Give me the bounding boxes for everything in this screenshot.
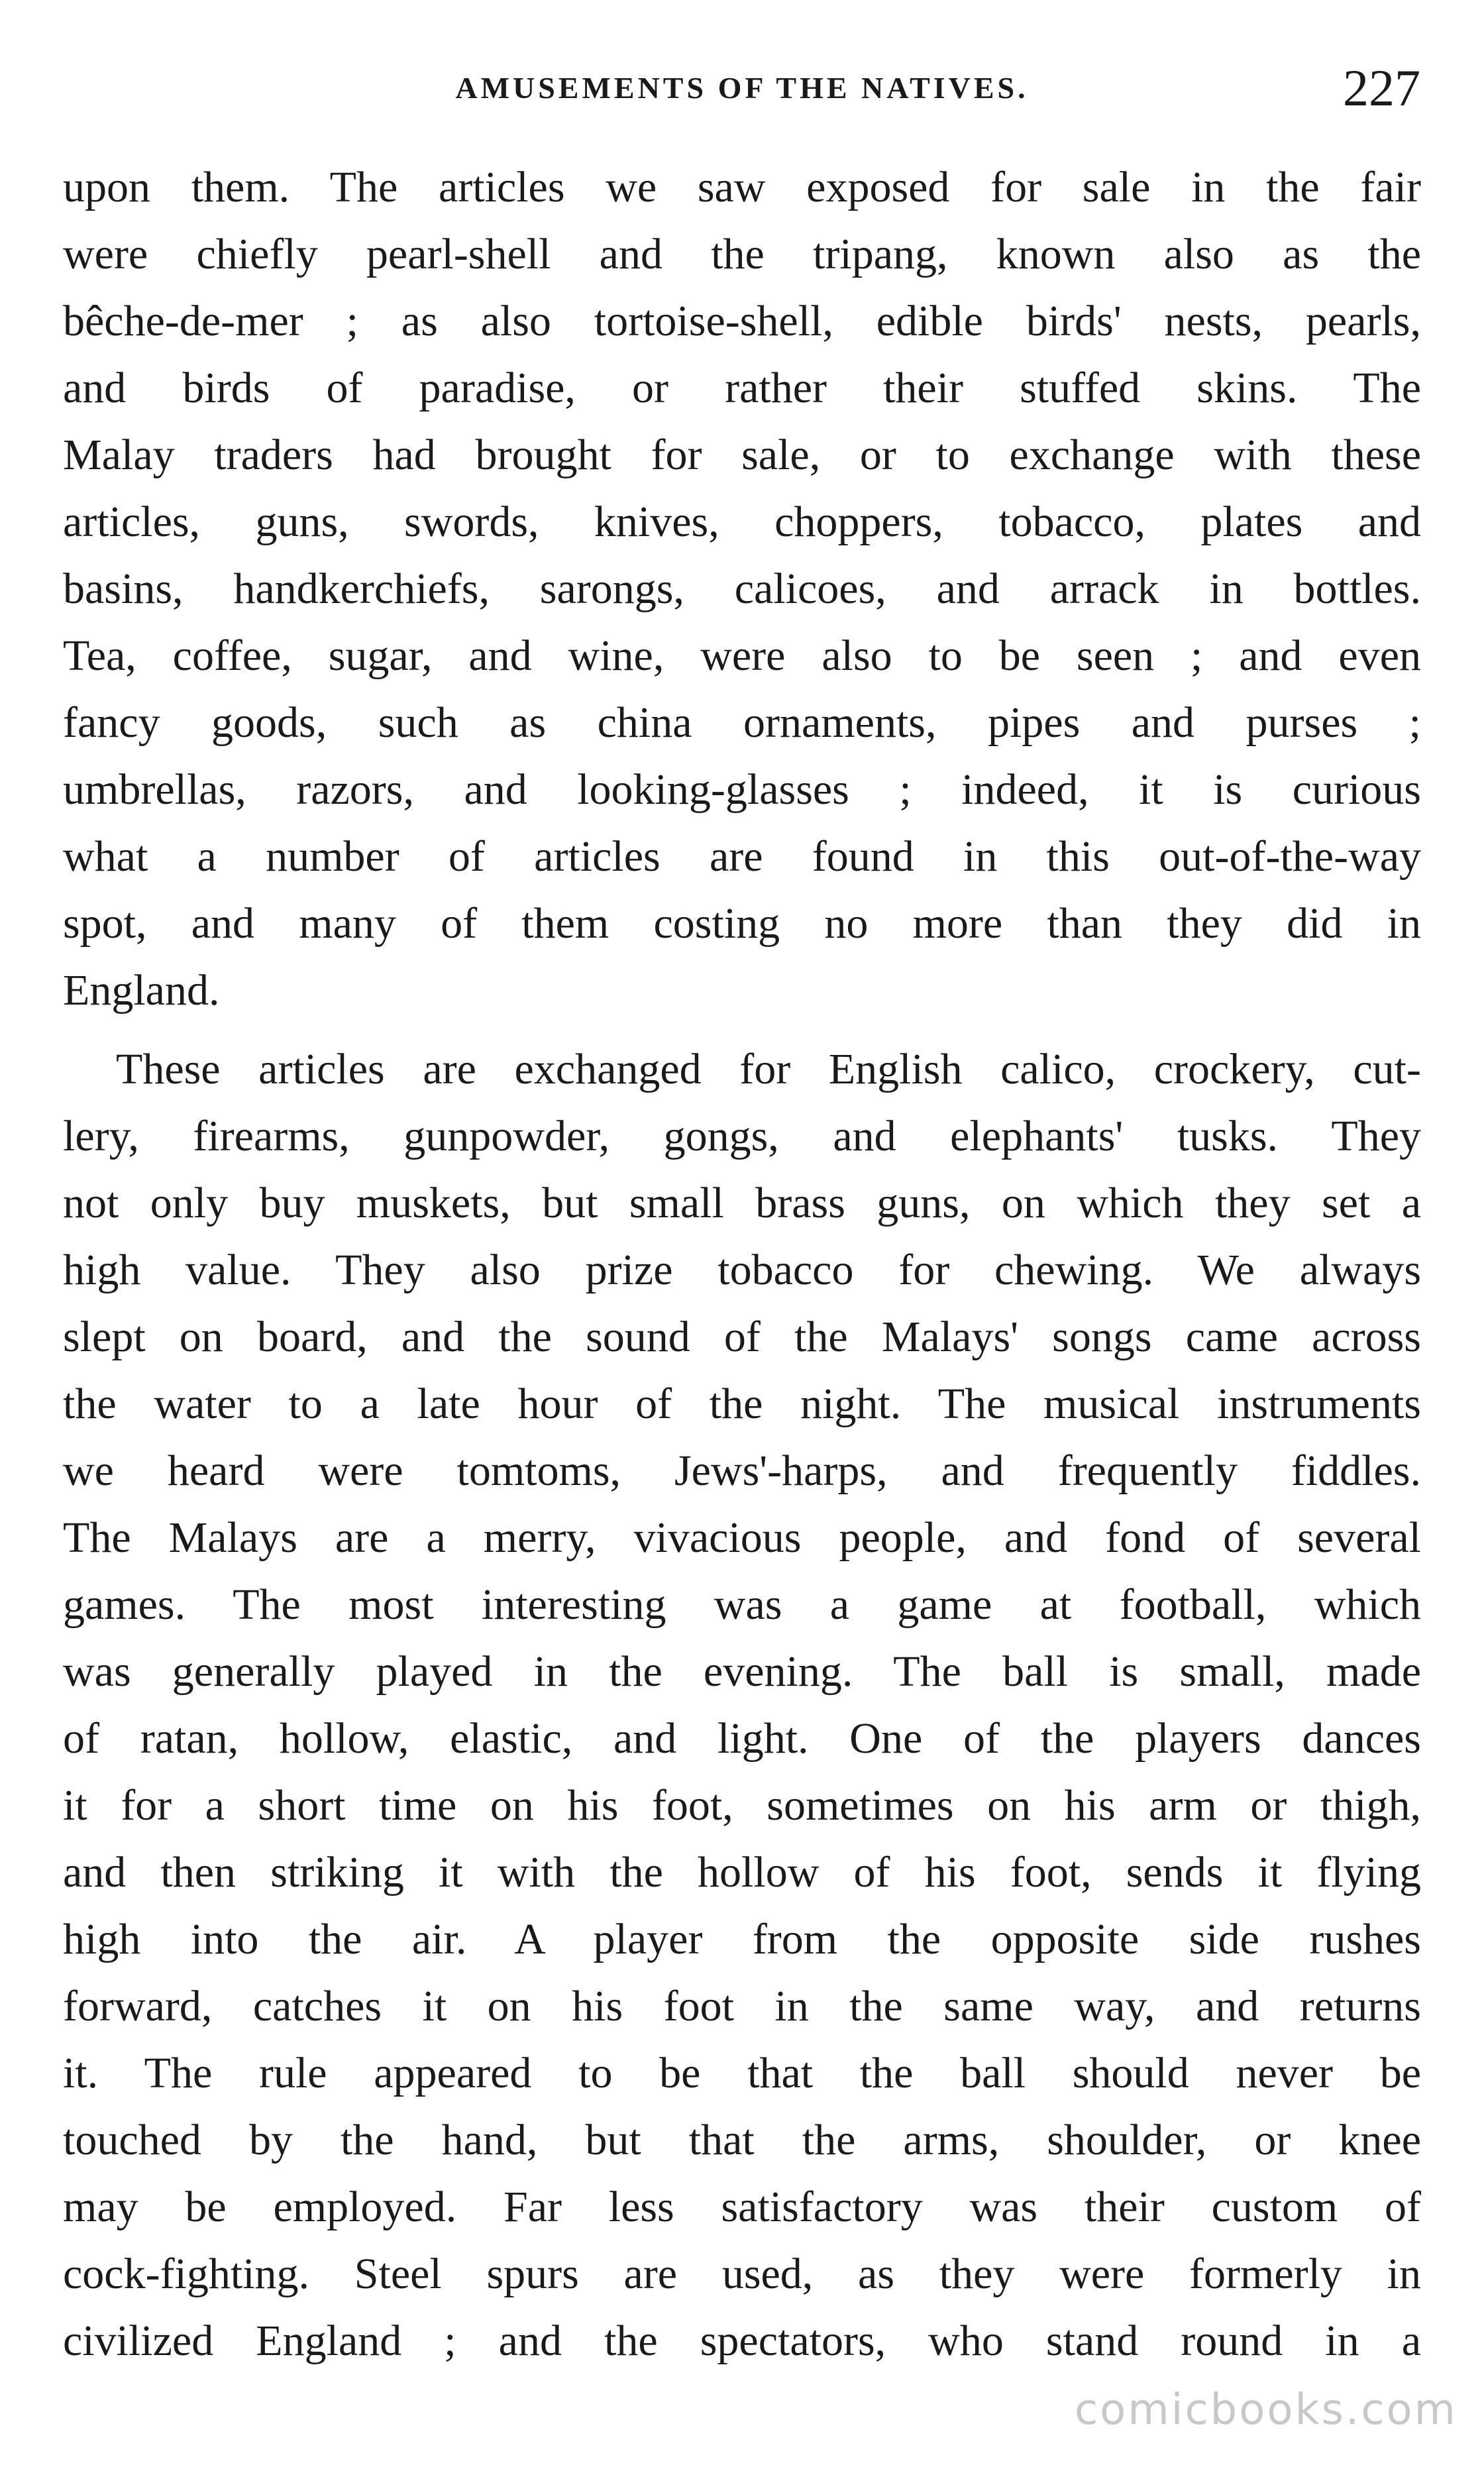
text-line: not only buy muskets, but small brass guns, on which they set a [63,1179,1421,1227]
paragraph-gap [63,1024,1421,1036]
text-line: we heard were tomtoms, Jews'-harps, and frequently fiddles. [63,1447,1421,1495]
watermark: comicbooks.com [1074,2386,1458,2435]
page-number: 227 [1343,59,1420,117]
text-line: high into the air. A player from the opposite side rushes [63,1915,1421,1963]
text-line: Tea, coffee, sugar, and wine, were also to be seen ; and even [63,632,1421,680]
text-line: lery, firearms, gunpowder, gongs, and elephants' tusks. They [63,1112,1421,1160]
text-line: The Malays are a merry, vivacious people, and fond of several [63,1513,1421,1562]
text-line: cock-fighting. Steel spurs are used, as they were formerly in [63,2250,1421,2298]
text-line: Malay traders had brought for sale, or to exchange with these [63,431,1421,479]
text-line: bêche-de-mer ; as also tortoise-shell, edible birds' nests, pearls, [63,297,1421,345]
text-line: umbrellas, razors, and looking-glasses ; indeed, it is curious [63,765,1421,814]
text-line: it. The rule appeared to be that the ball should never be [63,2049,1421,2097]
text-line: it for a short time on his foot, sometimes on his arm or thigh, [63,1781,1421,1830]
text-line: basins, handkerchiefs, sarongs, calicoes, and arrack in bottles. [63,565,1421,613]
text-line: and birds of paradise, or rather their stuffed skins. The [63,364,1421,412]
text-line: high value. They also prize tobacco for chewing. We always [63,1246,1421,1294]
text-line: touched by the hand, but that the arms, shoulder, or knee [63,2116,1421,2164]
text-line: forward, catches it on his foot in the same way, and returns [63,1982,1421,2030]
text-line: what a number of articles are found in this out-of-the-way [63,832,1421,881]
text-line: upon them. The articles we saw exposed for sale in the fair [63,163,1421,211]
text-line: may be employed. Far less satisfactory was their custom of [63,2183,1421,2231]
text-line: articles, guns, swords, knives, choppers, tobacco, plates and [63,498,1421,546]
text-line: and then striking it with the hollow of his foot, sends it flying [63,1848,1421,1896]
text-line: the water to a late hour of the night. The musical instruments [63,1380,1421,1428]
text-line: of ratan, hollow, elastic, and light. One of the players dances [63,1714,1421,1763]
text-line: England. [63,966,220,1015]
body-text [63,154,1421,2374]
text-line: These articles are exchanged for English calico, crockery, cut- [116,1045,1421,1093]
text-line: were chiefly pearl-shell and the tripang, known also as the [63,230,1421,278]
text-line: slept on board, and the sound of the Malays' songs came across [63,1313,1421,1361]
text-line: spot, and many of them costing no more than they did in [63,899,1421,948]
text-line: fancy goods, such as china ornaments, pipes and purses ; [63,698,1421,747]
running-head [0,58,1484,118]
text-line: games. The most interesting was a game at football, which [63,1580,1421,1629]
running-head-title: AMUSEMENTS OF THE NATIVES. [455,71,1029,105]
text-line: was generally played in the evening. The ball is small, made [63,1647,1421,1696]
text-line: civilized England ; and the spectators, who stand round in a [63,2317,1421,2365]
